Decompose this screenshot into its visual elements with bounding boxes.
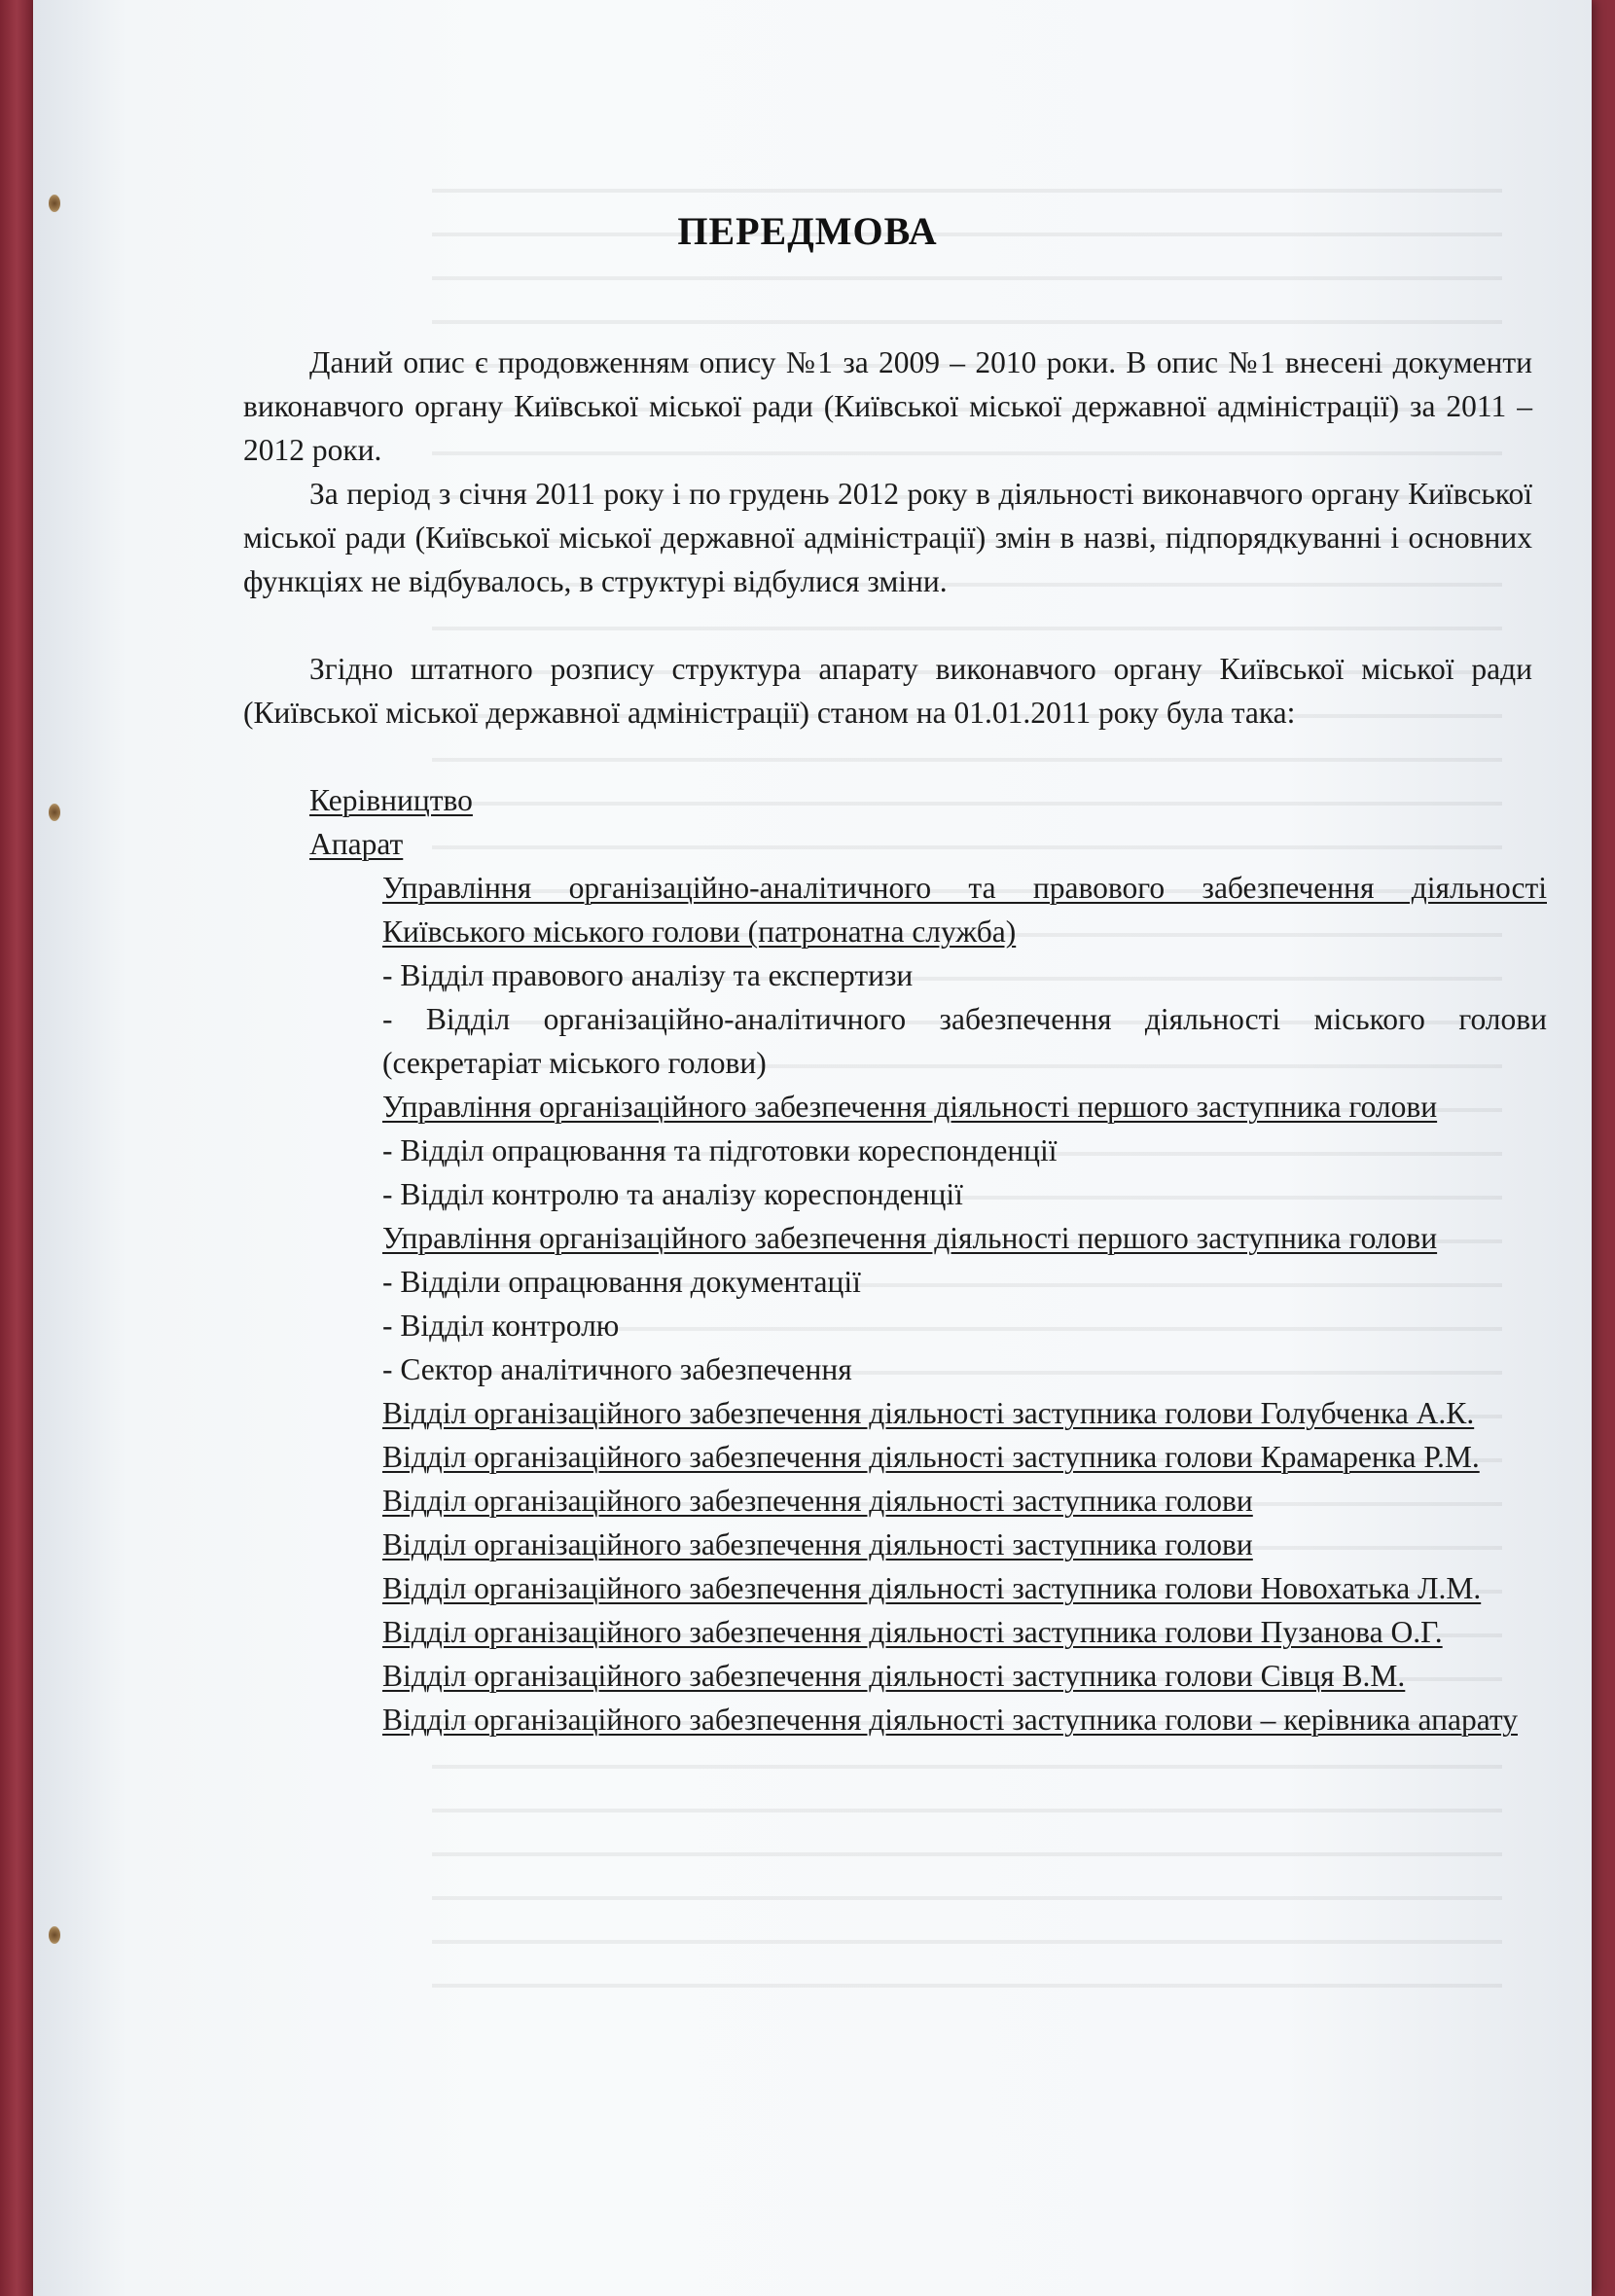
paragraph-intro: Даний опис є продовженням опису №1 за 2009 – 2010 роки. В опис №1 внесені документи виконавчого органу Київської міської ради (Київської міської державної адміністрації) за 2011 – 2012 роки. <box>243 345 1532 467</box>
page-title: ПЕРЕДМОВА <box>677 209 938 253</box>
structure-item-division: Відділ організаційного забезпечення діяльності заступника голови <box>382 1484 1253 1518</box>
paragraph-structure-intro: Згідно штатного розпису структура апарату виконавчого органу Київської міської ради (Київської міської державної адміністрації) станом на 01.01.2011 року була така: <box>243 652 1532 730</box>
structure-item-division: Відділ організаційного забезпечення діяльності заступника голови Новохатька Л.М. <box>382 1571 1482 1605</box>
structure-item-department: Управління організаційного забезпечення діяльності першого заступника голови <box>382 1221 1438 1255</box>
paragraph-changes: За період з січня 2011 року і по грудень 2012 року в діяльності виконавчого органу Київської міської ради (Київської міської державної адміністрації) змін в назві, підпорядкуванні і основних функціях не відбувалось, в структурі відбулися зміни. <box>243 477 1532 598</box>
structure-subitem: - Відділ контролю та аналізу кореспонденції <box>382 1177 963 1211</box>
structure-item-division: Відділ організаційного забезпечення діяльності заступника голови Крамаренка Р.М. <box>382 1440 1480 1474</box>
structure-subitem: - Відділ організаційно-аналітичного забезпечення діяльності міського голови (секретаріат міського голови) <box>382 1002 1547 1080</box>
structure-item-division: Відділ організаційного забезпечення діяльності заступника голови Пузанова О.Г. <box>382 1615 1443 1649</box>
structure-item-department: Управління організаційно-аналітичного та правового забезпечення діяльності Київського міського голови (патронатна служба) <box>382 871 1547 949</box>
structure-item-division: Відділ організаційного забезпечення діяльності заступника голови <box>382 1527 1253 1561</box>
structure-item-division: Відділ організаційного забезпечення діяльності заступника голови Сівця В.М. <box>382 1659 1406 1693</box>
structure-list <box>243 778 1547 1741</box>
structure-subitem: - Відділ опрацювання та підготовки кореспонденції <box>382 1133 1058 1167</box>
structure-item-department: Управління організаційного забезпечення діяльності першого заступника голови <box>382 1090 1438 1124</box>
structure-item-leadership: Керівництво <box>309 783 473 817</box>
structure-item-division: Відділ організаційного забезпечення діяльності заступника голови – керівника апарату <box>382 1703 1518 1737</box>
structure-item-division: Відділ організаційного забезпечення діяльності заступника голови Голубченка А.К. <box>382 1396 1475 1430</box>
structure-item-apparatus: Апарат <box>309 827 404 861</box>
structure-subitem: - Відділ контролю <box>382 1309 620 1343</box>
structure-subitem: - Відділ правового аналізу та експертизи <box>382 958 914 992</box>
structure-subitem: - Відділи опрацювання документації <box>382 1265 861 1299</box>
structure-subitem: - Сектор аналітичного забезпечення <box>382 1352 852 1386</box>
